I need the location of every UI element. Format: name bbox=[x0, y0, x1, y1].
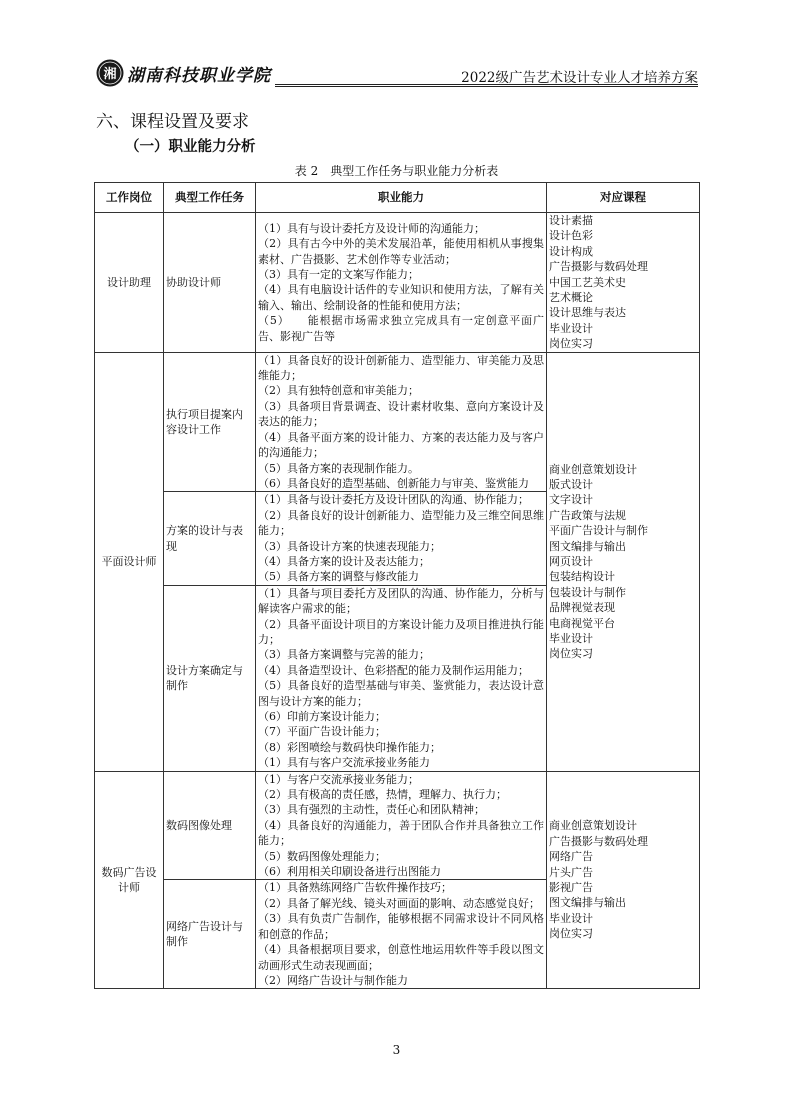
course-item: 艺术概论 bbox=[549, 291, 593, 305]
section-heading: 六、课程设置及要求 bbox=[96, 112, 249, 132]
ability-item: （4）具备良好的沟通能力，善于团队合作并具备独立工作能力； bbox=[258, 818, 544, 848]
post-cell: 平面设计师 bbox=[95, 352, 164, 771]
courses-cell bbox=[547, 771, 700, 989]
ability-item: （8）彩图喷绘与数码快印操作能力； bbox=[258, 740, 441, 754]
course-item: 文字设计 bbox=[549, 493, 593, 507]
course-item: 片头广告 bbox=[549, 865, 593, 879]
ability-item: （5）数码图像处理能力； bbox=[258, 849, 386, 863]
course-item: 设计色彩 bbox=[549, 229, 593, 243]
ability-item: （7）平面广告设计能力； bbox=[258, 725, 386, 739]
svg-text:湘: 湘 bbox=[103, 67, 117, 82]
ability-item: （4）具备方案的设计及表达能力； bbox=[258, 554, 430, 568]
course-item: 图文编排与输出 bbox=[549, 896, 626, 910]
header-rule-thin bbox=[275, 86, 698, 87]
ability-item: （2）具有独特创意和审美能力； bbox=[258, 384, 419, 398]
task-cell: 数码图像处理 bbox=[164, 771, 256, 880]
ability-item: （3）具备设计方案的快速表现能力； bbox=[258, 539, 441, 553]
course-item: 品牌视觉表现 bbox=[549, 601, 615, 615]
course-item: 影视广告 bbox=[549, 880, 593, 894]
ability-item: （5）具备方案的调整与修改能力 bbox=[258, 570, 419, 584]
course-item: 平面广告设计与制作 bbox=[549, 524, 648, 538]
ability-item: （5） 能根据市场需求独立完成具有一定创意平面广告、影视广告等 bbox=[258, 314, 544, 343]
ability-item: （1）具有与设计委托方及设计师的沟通能力； bbox=[258, 221, 485, 235]
ability-item: （6）印前方案设计能力； bbox=[258, 710, 386, 723]
ability-item: （1）具备与项目委托方及团队的沟通、协作能力，分析与解读客户需求的能； bbox=[258, 586, 544, 616]
ability-item: （2）具有古今中外的美术发展沿革，能使用相机从事搜集素材、广告摄影、艺术创作等专业活动； bbox=[258, 237, 544, 266]
ability-item: （2）具备良好的设计创新能力、造型能力及三维空间思维能力； bbox=[258, 508, 544, 538]
ability-cell bbox=[256, 880, 547, 989]
course-item: 设计素描 bbox=[549, 214, 593, 227]
document-title: 2022级广告艺术设计专业人才培养方案 bbox=[461, 70, 698, 86]
ability-item: （1）具备与设计委托方及设计团队的沟通、协作能力； bbox=[258, 493, 529, 507]
task-cell: 网络广告设计与制作 bbox=[164, 880, 256, 989]
course-item: 图文编排与输出 bbox=[549, 539, 626, 553]
ability-item: （1）具有与客户交流承接业务能力 bbox=[258, 756, 430, 770]
ability-cell bbox=[256, 585, 547, 771]
course-item: 中国工艺美术史 bbox=[549, 275, 626, 289]
course-item: 广告摄影与数码处理 bbox=[549, 260, 648, 274]
ability-item: （2）网络广告设计与制作能力 bbox=[258, 973, 408, 987]
course-item: 广告摄影与数码处理 bbox=[549, 834, 648, 848]
task-cell: 方案的设计与表现 bbox=[164, 492, 256, 585]
task-cell: 协助设计师 bbox=[164, 213, 256, 353]
ability-analysis-table bbox=[94, 182, 700, 989]
ability-item: （3）具备项目背景调查、设计素材收集、意向方案设计及表达的能力； bbox=[258, 399, 544, 429]
subsection-heading: （一）职业能力分析 bbox=[125, 139, 256, 155]
ability-item: （5）具备方案的表现制作能力。 bbox=[258, 461, 419, 475]
ability-item: （2）具有极高的责任感，热情，理解力、执行力； bbox=[258, 788, 507, 802]
post-cell: 设计助理 bbox=[95, 213, 164, 353]
ability-item: （5）具备良好的造型基础与审美、鉴赏能力，表达设计意图与设计方案的能力； bbox=[258, 679, 544, 708]
course-item: 毕业设计 bbox=[549, 631, 593, 645]
course-item: 设计思维与表达 bbox=[549, 306, 626, 320]
table-caption: 表 2 典型工作任务与职业能力分析表 bbox=[294, 164, 499, 178]
course-item: 商业创意策划设计 bbox=[549, 819, 637, 833]
ability-item: （3）具有负责广告制作，能够根据不同需求设计不同风格和创意的作品； bbox=[258, 912, 544, 941]
ability-cell bbox=[256, 213, 547, 353]
course-item: 网络广告 bbox=[549, 850, 593, 864]
ability-item: （2）具备平面设计项目的方案设计能力及项目推进执行能力； bbox=[258, 617, 544, 646]
course-item: 包装结构设计 bbox=[549, 570, 615, 584]
header-rule bbox=[275, 84, 698, 85]
ability-item: （4）具备根据项目要求，创意性地运用软件等手段以图文动画形式生动表现画面； bbox=[258, 943, 544, 972]
ability-item: （3）具有一定的文案写作能力； bbox=[258, 267, 419, 281]
header-task: 典型工作任务 bbox=[164, 183, 256, 213]
table-row bbox=[95, 213, 700, 353]
course-item: 毕业设计 bbox=[549, 911, 593, 925]
ability-item: （4）具有电脑设计话件的专业知识和使用方法，了解有关输入、输出、绘制设备的性能和使用方法； bbox=[258, 283, 544, 312]
ability-item: （1）具备良好的设计创新能力、造型能力、审美能力及思维能力； bbox=[258, 353, 544, 383]
school-name: 湖南科技职业学院 bbox=[127, 66, 271, 86]
ability-item: （4）具备平面方案的设计能力、方案的表达能力及与客户的沟通能力； bbox=[258, 430, 544, 460]
ability-item: （1）与客户交流承接业务能力； bbox=[258, 772, 419, 786]
course-item: 设计构成 bbox=[549, 244, 593, 258]
ability-cell bbox=[256, 352, 547, 492]
ability-item: （6）利用相关印刷设备进行出图能力 bbox=[258, 865, 441, 879]
header-ability: 职业能力 bbox=[256, 183, 547, 213]
task-cell: 设计方案确定与制作 bbox=[164, 585, 256, 771]
courses-cell bbox=[547, 352, 700, 771]
ability-item: （3）具备方案调整与完善的能力； bbox=[258, 648, 430, 662]
course-item: 岗位实习 bbox=[549, 647, 593, 661]
table-header-row bbox=[95, 183, 700, 213]
course-item: 商业创意策划设计 bbox=[549, 462, 637, 476]
course-item: 网页设计 bbox=[549, 554, 593, 568]
ability-item: （3）具有强烈的主动性，责任心和团队精神； bbox=[258, 803, 485, 817]
course-item: 岗位实习 bbox=[549, 337, 593, 351]
ability-item: （1）具备熟练网络广告软件操作技巧； bbox=[258, 881, 452, 895]
course-item: 包装设计与制作 bbox=[549, 585, 626, 599]
course-item: 版式设计 bbox=[549, 477, 593, 491]
ability-item: （6）具备良好的造型基础、创新能力与审美、鉴赏能力 bbox=[258, 476, 529, 490]
table-body bbox=[95, 213, 700, 989]
post-cell: 数码广告设计师 bbox=[95, 771, 164, 989]
courses-cell bbox=[547, 213, 700, 353]
ability-cell bbox=[256, 492, 547, 585]
course-item: 毕业设计 bbox=[549, 321, 593, 335]
course-item: 广告政策与法规 bbox=[549, 508, 626, 522]
ability-item: （2）具备了解光线、镜头对画面的影响、动态感觉良好； bbox=[258, 896, 540, 910]
page-number: 3 bbox=[392, 1043, 401, 1057]
header-courses: 对应课程 bbox=[547, 183, 700, 213]
header-post: 工作岗位 bbox=[95, 183, 164, 213]
table-row bbox=[95, 352, 700, 492]
course-item: 电商视觉平台 bbox=[549, 616, 615, 630]
table-row bbox=[95, 771, 700, 880]
school-logo-icon bbox=[95, 58, 125, 88]
course-item: 岗位实习 bbox=[549, 927, 593, 941]
ability-cell bbox=[256, 771, 547, 880]
task-cell: 执行项目提案内容设计工作 bbox=[164, 352, 256, 492]
ability-item: （4）具备造型设计、色彩搭配的能力及制作运用能力； bbox=[258, 663, 529, 677]
